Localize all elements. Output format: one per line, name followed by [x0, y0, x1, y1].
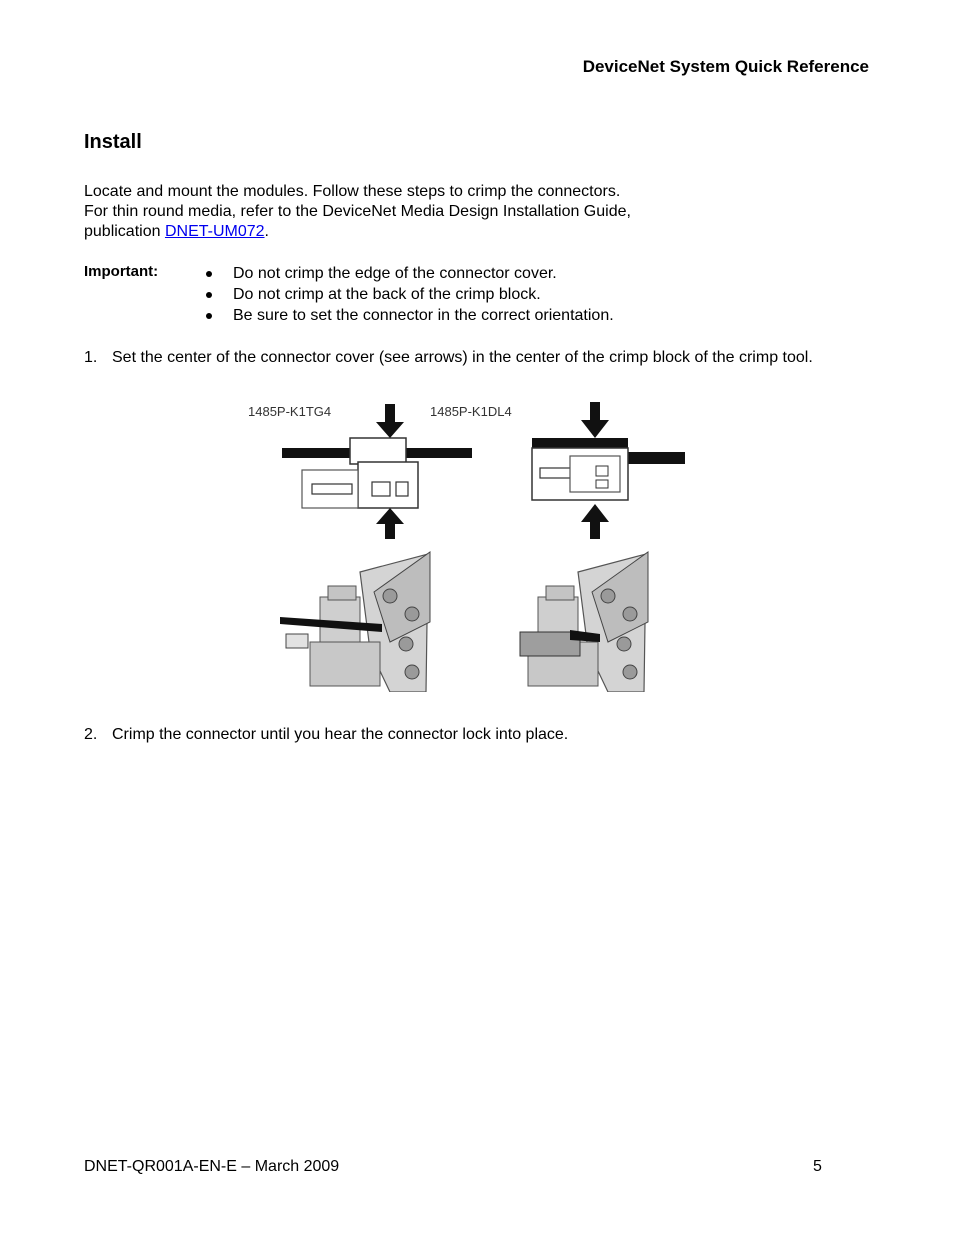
- important-item-text: Do not crimp at the back of the crimp block.: [233, 286, 541, 303]
- figure-label-left: 1485P-K1TG4: [248, 404, 332, 419]
- section-heading: Install: [84, 131, 142, 153]
- left-connector-drawing: [282, 438, 472, 508]
- important-item: [200, 285, 614, 306]
- arrow-up-icon: [376, 508, 404, 539]
- publication-link[interactable]: DNET-UM072: [164, 223, 265, 240]
- important-list: [200, 264, 614, 327]
- intro-line-1: Locate and mount the modules. Follow these steps to crimp the connectors.: [84, 183, 621, 200]
- crimp-tool-figure: [240, 392, 700, 692]
- intro-line-3-prefix: publication: [84, 223, 165, 240]
- page-header-title: DeviceNet System Quick Reference: [582, 57, 869, 76]
- important-item: [200, 306, 614, 327]
- right-connector-drawing: [532, 438, 685, 500]
- arrow-down-icon: [376, 404, 404, 438]
- important-label: Important:: [84, 263, 159, 280]
- left-crimp-tool-drawing: [280, 552, 430, 692]
- intro-line-3: [84, 222, 884, 242]
- figure-label-right: 1485P-K1DL4: [430, 404, 512, 419]
- intro-paragraph: [84, 182, 884, 242]
- footer-doc-id: DNET-QR001A-EN-E – March 2009: [84, 1158, 340, 1175]
- step-1: [84, 348, 813, 368]
- right-crimp-tool-drawing: [520, 552, 648, 692]
- step-text: Set the center of the connector cover (see arrows) in the center of the crimp block of the crimp tool.: [112, 349, 813, 366]
- step-2: [84, 725, 568, 745]
- important-item-text: Be sure to set the connector in the correct orientation.: [233, 307, 614, 324]
- intro-line-2: For thin round media, refer to the DeviceNet Media Design Installation Guide,: [84, 203, 631, 220]
- bullet-icon: [206, 313, 212, 319]
- important-item-text: Do not crimp the edge of the connector cover.: [233, 265, 557, 282]
- arrow-up-icon: [581, 504, 609, 539]
- intro-line-3-suffix: .: [264, 223, 269, 240]
- step-number: 1.: [84, 349, 98, 366]
- important-item: [200, 264, 614, 285]
- arrow-down-icon: [581, 402, 609, 438]
- step-text: Crimp the connector until you hear the connector lock into place.: [112, 726, 569, 743]
- bullet-icon: [206, 292, 212, 298]
- crimp-diagram: [240, 392, 700, 692]
- step-number: 2.: [84, 726, 98, 743]
- bullet-icon: [206, 271, 212, 277]
- footer-page-number: 5: [813, 1158, 822, 1175]
